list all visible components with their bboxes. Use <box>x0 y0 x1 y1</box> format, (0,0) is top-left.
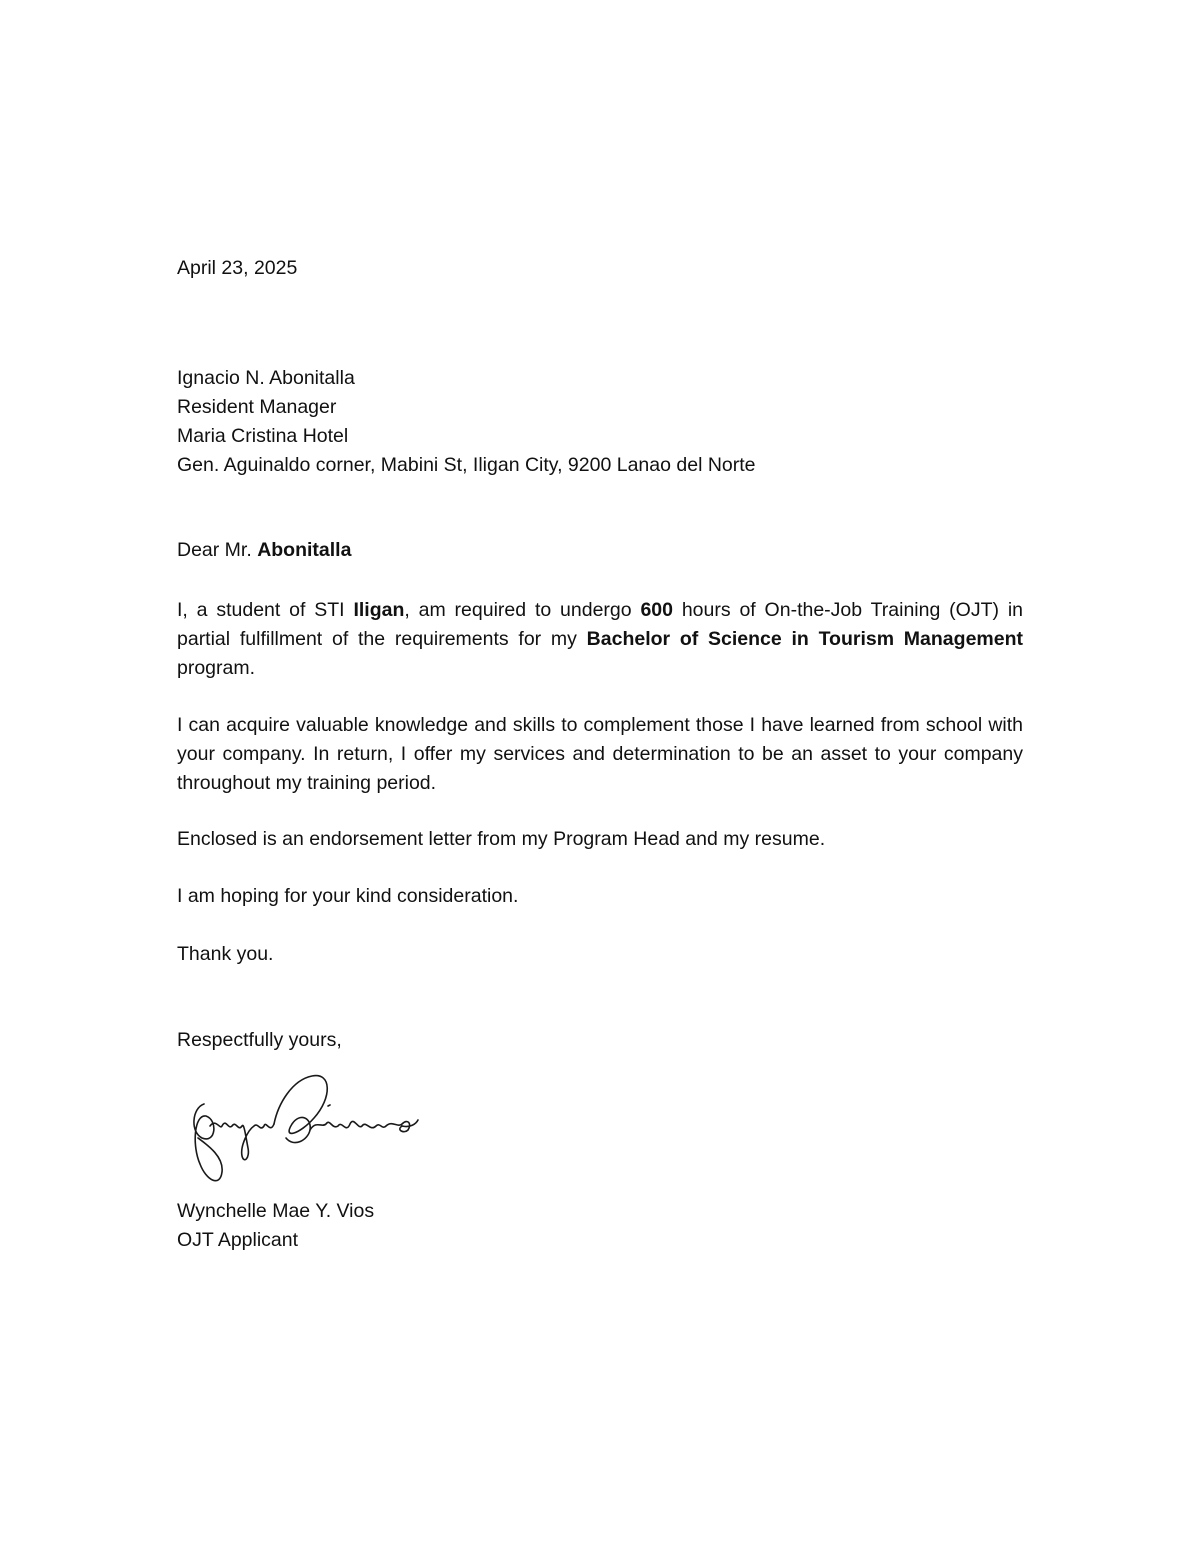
sender-name: Wynchelle Mae Y. Vios <box>177 1200 375 1222</box>
p1-text-3: hours of On-the-Job Training (OJT) in partial fulfillment of the requirements for my <box>177 599 1023 650</box>
thank-you: Thank you. <box>177 943 274 965</box>
p1-hours: 600 <box>640 599 673 621</box>
salutation <box>177 539 351 562</box>
recipient-company: Maria Cristina Hotel <box>177 425 349 447</box>
sender-title: OJT Applicant <box>177 1229 299 1251</box>
closing: Respectfully yours, <box>177 1029 342 1051</box>
paragraph-requirement <box>177 596 1023 683</box>
letter-date: April 23, 2025 <box>177 257 298 279</box>
salutation-surname: Abonitalla <box>257 539 352 561</box>
paragraph-consideration: I am hoping for your kind consideration. <box>177 885 519 907</box>
paragraph-knowledge: I can acquire valuable knowledge and skills to complement those I have learned from school with your company. In return, I offer my services and determination to be an asset to your company throughout my training period. <box>177 714 1023 794</box>
handwritten-signature <box>182 1068 422 1196</box>
recipient-address: Gen. Aguinaldo corner, Mabini St, Iligan City, 9200 Lanao del Norte <box>177 454 756 476</box>
recipient-title: Resident Manager <box>177 396 337 418</box>
paragraph-enclosure: Enclosed is an endorsement letter from my Program Head and my resume. <box>177 828 826 850</box>
recipient-name: Ignacio N. Abonitalla <box>177 367 355 389</box>
salutation-prefix: Dear Mr. <box>177 539 252 561</box>
p1-text-2: , am required to undergo <box>404 599 641 621</box>
p1-program: Bachelor of Science in Tourism Management <box>586 628 1023 650</box>
p1-text-4: program. <box>177 657 256 679</box>
p1-text-1: I, a student of STI <box>177 599 354 621</box>
p1-school: Iligan <box>353 599 405 621</box>
